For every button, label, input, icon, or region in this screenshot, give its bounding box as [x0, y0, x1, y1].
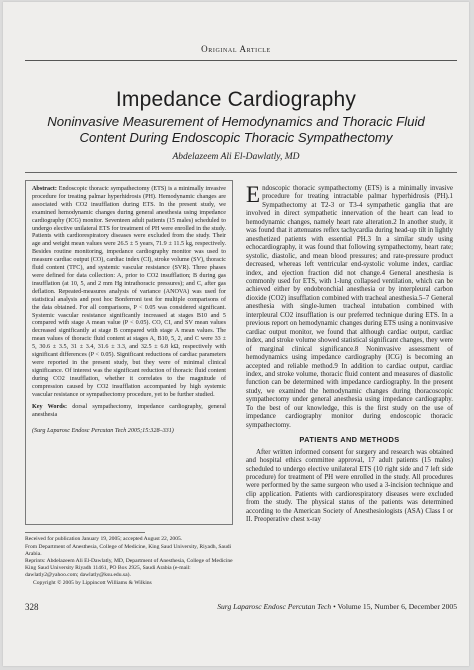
keywords-text: dorsal sympathectomy, impedance cardiography, general anesthesia — [32, 404, 226, 419]
footnote-affiliation: From Department of Anesthesia, College of Medicine, King Saud University, Riyadh, Saudi Arabia. — [25, 543, 232, 557]
abstract-box — [25, 180, 233, 525]
abstract-label: Abstract: — [32, 186, 57, 192]
intro-text: ndoscopic thoracic sympathectomy (ETS) is a minimally invasive procedure for treating intractable palmar hyperhidrosis (PH).1 Sympathectomy at T2-3 or T3-4 sympathetic ganglia that are involved in direct sympathetic innervation of the heart can lead to hemodynamic changes, namely heart rate alteration.2 In another study, it was found that it attenuates reflex tachycardia during head-up tilt in lightly anesthetized patients with essential PH.3 In a similar study using echocardiography, it was found that following sympathectomy, heart rate; systolic, diastolic, and mean blood pressures; and rate-pressure product decreased, whereas left ventricular end-systolic volume index, cardiac index, and ejection fraction did not change.4 General anesthesia is commonly used for ETS, with 1-lung collapsed ventilation, which can be achieved either by endobronchial anesthesia or by interpleural carbon dioxide (CO2) insufflation combined with tracheal anesthesia.5–7 General anesthesia with single-lumen tracheal intubation combined with interpleural CO2 insufflation is our preferred technique during ETS. In a previous report on hemodynamic changes during ETS using a noninvasive cardiac output monitor, we found that although cardiac output, cardiac index, and stroke volume showed statistical significant changes, they were of marginal clinical significance.8 Noninvasive assessment of hemodynamics using impedance cardiography (ICG) is becoming an accepted and reliable method.9 In addition to cardiac output, cardiac index, and stroke volume, thoracic fluid content and measures of diastolic function can be determined with impedance cardiography. In the present study, we examined the hemodynamic changes during thoracoscopic sympathectomy under general anesthesia using impedance cardiography. To the best of our knowledge, this is the first study on the use of impedance cardiography monitor during endoscopic thoracic sympathectomy. — [246, 185, 453, 429]
methods-heading: PATIENTS AND METHODS — [299, 435, 400, 445]
abstract-text: Endoscopic thoracic sympathectomy (ETS) is a minimally invasive procedure for treating palmar hyperhidrosis (PH). Hemodynamic changes are associated with CO2 insufflation during ETS. In the present study, we examined hemodynamic changes during general anesthesia using impedance cardiography (ICG) monitor. Seventeen adult patients (15 males) scheduled to undergo elective unilateral ETS for treatment of PH were enrolled in the study. Patients with cardiorespiratory diseases were excluded from the study. Their age and weight mean values were 26.5 ± 5 years, 71.9 ± 11.5 kg, respectively. Besides routine monitoring, impedance cardiography monitor was used to measure cardiac output (CO), cardiac index (CI), stroke volume (SV), thoracic fluid content (TFC), and systemic vascular resistance (SVR). Three phases were defined for data collection: A, prior to CO2 insufflation; B during gas insufflation (at 10, 5, and 2 mm Hg intrathoracic pressures); and C, after gas deflation. Repeated-measures analysis of variance (ANOVA) was used for statistical analysis and post hoc Bonferroni test for multiple comparisons of the data obtained. For all comparisons, P < 0.05 was considered significant. Systemic vascular resistance significantly increased at stages B10 and 5 compared with stage A mean value (P < 0.05). CO, CI, and SV mean values decreased significantly at stage B compared with stage A mean values. The mean values of thoracic fluid content at stages A, B10, 5, 2, and C were 33 ± 5, 30.6 ± 3.5, 31 ± 3.4, 31.6 ± 3.3, and 32.5 ± 6.8 kΩ, respectively with significant differences (P < 0.05). Significant reductions of cardiac parameters were reported in the present study, but they were of minimal clinical significance. Of interest was the significant reduction of thoracic fluid content during CO2 insufflation, whether it correlates to the magnitude of compression caused by CO2 insufflation accompanied by high systemic vascular resistance or sympathectomy procedure, yet to be further studied. — [32, 186, 226, 398]
abstract-paragraph — [32, 186, 226, 399]
section-label: Original Article — [201, 44, 271, 54]
article-title: Impedance Cardiography — [115, 88, 357, 111]
header-rule — [25, 60, 457, 61]
footnotes — [25, 536, 235, 588]
keywords-label: Key Words: — [32, 404, 68, 411]
drop-cap: E — [246, 182, 261, 207]
journal-issue: • Volume 15, Number 6, December 2005 — [331, 602, 457, 611]
journal-name: Surg Laparosc Endosc Percutan Tech — [217, 602, 332, 611]
body-column — [246, 182, 453, 525]
footnote-reprints: Reprints: Abdelazeem Ali El-Dawlatly, MD, Department of Anesthesia, College of Medicine King Saud University Riyadh 11461, PO Box 2925, Saudi Arabia (e-mail: dawlatly2@yahoo.com; dawlatly@ksu.edu.sa). — [25, 558, 233, 578]
article-subtitle: Noninvasive Measurement of Hemodynamics and Thoracic Fluid Content During Endoscopic Thoracic Sympathectomy — [47, 114, 425, 145]
footnote-rule — [25, 532, 145, 533]
journal-line — [217, 602, 457, 611]
article-page — [3, 2, 469, 666]
footnote-received: Received for publication January 19, 2005; accepted August 22, 2005. — [25, 536, 183, 542]
citation-line: (Surg Laparosc Endosc Percutan Tech 2005;15:328–331) — [32, 428, 174, 435]
methods-paragraph: After written informed consent for surgery and research was obtained and hospital ethics committee approval, 17 adult patients (15 males) scheduled to undergo elective unilateral ETS (10 right side and 7 left side procedure) for treatment of PH were enrolled in the study. All procedures were performed by the same surgeon who used a 3-incision technique and clip application. Patients with cardiorespiratory diseases were excluded from the study. The physical status of the patients was determined according to the American Society of Anesthesiologists (ASA) Class I or II. Preoperative chest x-ray — [246, 448, 453, 524]
title-rule — [25, 172, 457, 173]
footnote-copyright: Copyright © 2005 by Lippincott Williams & Wilkins — [33, 579, 152, 586]
intro-paragraph — [246, 182, 453, 430]
page-number: 328 — [25, 602, 39, 612]
keywords-paragraph — [32, 404, 226, 420]
author-line: Abdelazeem Ali El-Dawlatly, MD — [172, 152, 300, 162]
